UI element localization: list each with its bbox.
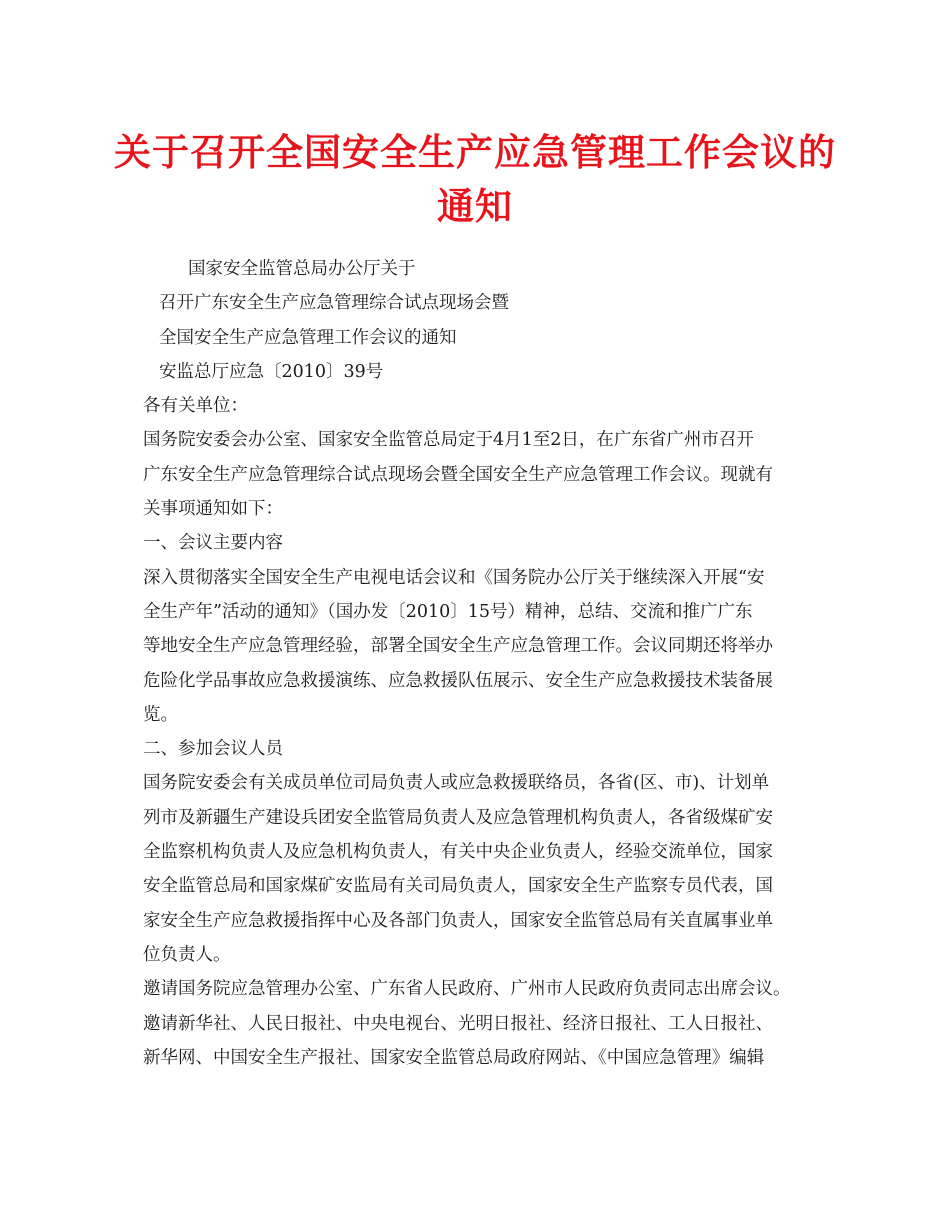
section-heading: 一、会议主要内容 <box>143 533 283 554</box>
paragraph-line: 深入贯彻落实全国安全生产电视电话会议和《国务院办公厅关于继续深入开展“安 <box>143 567 765 588</box>
paragraph-line: 览。 <box>143 704 178 725</box>
header-line: 国家安全监管总局办公厅关于 <box>188 259 416 279</box>
paragraph-line: 危险化学品事故应急救援演练、应急救援队伍展示、安全生产应急救援技术装备展 <box>143 670 773 691</box>
document-number: 安监总厅应急〔2010〕39号 <box>159 361 384 382</box>
paragraph-line: 关事项通知如下： <box>143 499 283 520</box>
paragraph-line: 国务院安委会有关成员单位司局负责人或应急救援联络员，各省(区、市)、计划单 <box>143 773 770 794</box>
paragraph-line: 新华网、中国安全生产报社、国家安全监管总局政府网站、《中国应急管理》编辑 <box>143 1047 765 1068</box>
salutation: 各有关单位： <box>143 396 248 417</box>
paragraph-line: 位负责人。 <box>143 944 231 965</box>
paragraph-line: 国务院安委会办公室、国家安全监管总局定于4月1至2日，在广东省广州市召开 <box>143 430 754 451</box>
header-line: 召开广东安全生产应急管理综合试点现场会暨 <box>159 293 509 314</box>
header-line: 全国安全生产应急管理工作会议的通知 <box>159 327 457 348</box>
title-line: 通知 <box>437 185 513 228</box>
title-line: 关于召开全国安全生产应急管理工作会议的 <box>114 131 836 174</box>
paragraph-line: 全监察机构负责人及应急机构负责人，有关中央企业负责人，经验交流单位，国家 <box>143 842 773 863</box>
paragraph-line: 家安全生产应急救援指挥中心及各部门负责人，国家安全监管总局有关直属事业单 <box>143 910 773 931</box>
section-heading: 二、参加会议人员 <box>143 739 283 760</box>
paragraph-line: 邀请国务院应急管理办公室、广东省人民政府、广州市人民政府负责同志出席会议。 <box>143 979 791 1000</box>
paragraph-line: 邀请新华社、人民日报社、中央电视台、光明日报社、经济日报社、工人日报社、 <box>143 1013 773 1034</box>
paragraph-line: 全生产年”活动的通知》（国办发〔2010〕15号）精神，总结、交流和推广广东 <box>143 601 753 622</box>
paragraph-line: 列市及新疆生产建设兵团安全监管局负责人及应急管理机构负责人，各省级煤矿安 <box>143 807 773 828</box>
paragraph-line: 等地安全生产应急管理经验，部署全国安全生产应急管理工作。会议同期还将举办 <box>143 636 773 657</box>
paragraph-line: 安全监管总局和国家煤矿安监局有关司局负责人，国家安全生产监察专员代表，国 <box>143 876 773 897</box>
paragraph-line: 广东安全生产应急管理综合试点现场会暨全国安全生产应急管理工作会议。现就有 <box>143 464 773 485</box>
document-body <box>143 252 823 1075</box>
document-title <box>100 126 850 234</box>
